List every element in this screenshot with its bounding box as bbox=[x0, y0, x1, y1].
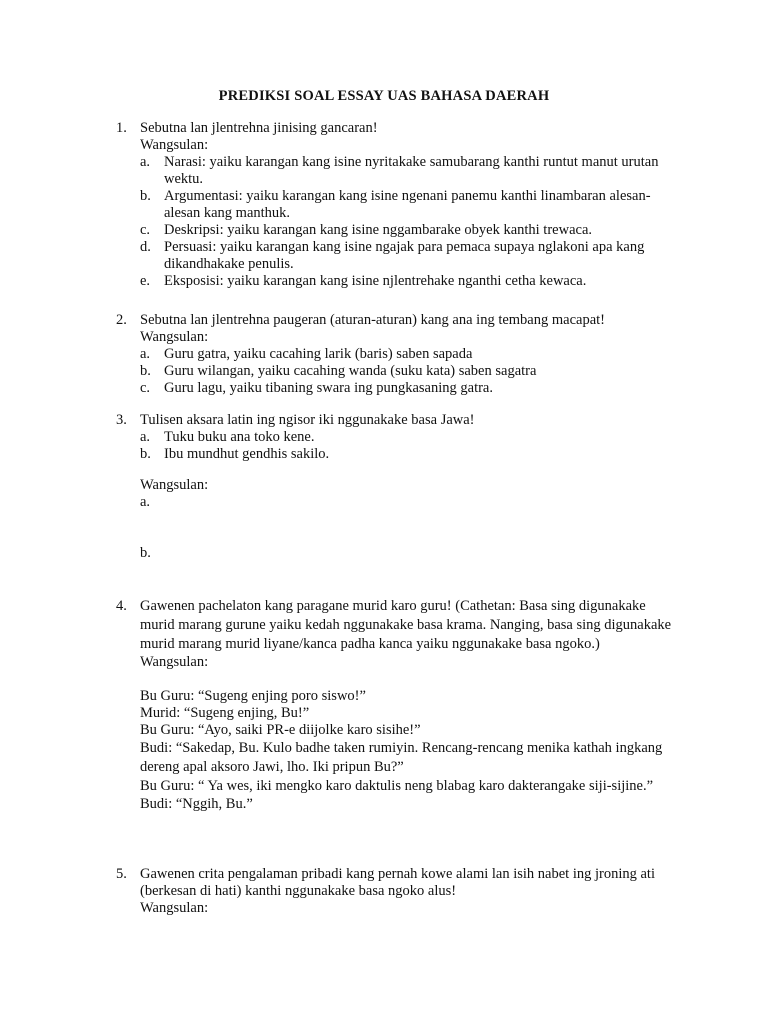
question-3 bbox=[116, 412, 676, 562]
answer-label: Wangsulan: bbox=[140, 900, 209, 916]
dialog-line: Murid: “Sugeng enjing, Bu!” bbox=[140, 705, 310, 721]
question-4 bbox=[116, 597, 676, 813]
dialog-line: Budi: “Sakedap, Bu. Kulo badhe taken rumiyin. Rencang-rencang menika kathah ingkang dereng apal aksoro Jawi, lho. Iki pripun Bu?” bbox=[140, 740, 663, 775]
dialog-line: Bu Guru: “Ayo, saiki PR-e diijolke karo sisihe!” bbox=[140, 722, 421, 738]
answer-option: c. Guru lagu, yaiku tibaning swara ing pungkasaning gatra. bbox=[140, 380, 493, 396]
answer-label: Wangsulan: bbox=[140, 137, 209, 153]
answer-option: d. Persuasi: yaiku karangan kang isine ngajak para pemaca supaya nglakoni apa kang dikandhakake penulis. bbox=[140, 239, 645, 272]
answer-label: Wangsulan: bbox=[140, 654, 209, 670]
answer-b-label: b. bbox=[140, 545, 151, 561]
answer-a-label: a. bbox=[140, 494, 151, 510]
question-text: Sebutna lan jlentrehna jinising gancaran! bbox=[140, 120, 378, 136]
dialog-line: Bu Guru: “Sugeng enjing poro siswo!” bbox=[140, 688, 366, 704]
answer-option: b. Argumentasi: yaiku karangan kang isine ngenani panemu kanthi linambaran alesan-alesan kang manthuk. bbox=[140, 188, 651, 221]
dialog-line: Budi: “Nggih, Bu.” bbox=[140, 796, 253, 812]
question-number: 3. bbox=[116, 412, 127, 428]
answer-option: c. Deskripsi: yaiku karangan kang isine nggambarake obyek kanthi trewaca. bbox=[140, 222, 593, 238]
question-number: 4. bbox=[116, 598, 127, 614]
answer-option: a. Narasi: yaiku karangan kang isine nyritakake samubarang kanthi runtut manut urutan wektu. bbox=[140, 154, 659, 187]
answer-option: a. Guru gatra, yaiku cacahing larik (baris) saben sapada bbox=[140, 346, 473, 362]
answer-label: Wangsulan: bbox=[140, 329, 209, 345]
dialog-line: Bu Guru: “ Ya wes, iki mengko karo daktulis neng blabag karo dakterangake siji-sijine.” bbox=[140, 778, 654, 794]
question-1 bbox=[116, 120, 676, 290]
answer-label: Wangsulan: bbox=[140, 477, 209, 493]
question-text: Gawenen crita pengalaman pribadi kang pernah kowe alami lan isih nabet ing jroning ati (berkesan di hati) kanthi nggunakake basa ngoko alus! bbox=[140, 866, 655, 899]
question-number: 2. bbox=[116, 312, 127, 328]
question-5 bbox=[116, 866, 676, 917]
question-number: 1. bbox=[116, 120, 127, 136]
answer-option: e. Eksposisi: yaiku karangan kang isine njlentrehake nganthi cetha kewaca. bbox=[140, 273, 587, 289]
question-text: Gawenen pachelaton kang paragane murid karo guru! (Cathetan: Basa sing digunakake murid marang gurune yaiku kedah nggunakake basa krama. Nanging, basa sing digunakake murid marang murid liyane/kanca padha kanca yaiku nggunakake basa ngoko.) bbox=[140, 598, 672, 652]
question-number: 5. bbox=[116, 866, 127, 882]
question-text: Tulisen aksara latin ing ngisor iki nggunakake basa Jawa! bbox=[140, 412, 475, 428]
question-item: b. Ibu mundhut gendhis sakilo. bbox=[140, 446, 330, 462]
document-title: PREDIKSI SOAL ESSAY UAS BAHASA DAERAH bbox=[218, 88, 550, 104]
question-text: Sebutna lan jlentrehna paugeran (aturan-aturan) kang ana ing tembang macapat! bbox=[140, 312, 605, 328]
question-item: a. Tuku buku ana toko kene. bbox=[140, 429, 315, 445]
question-2 bbox=[116, 312, 676, 397]
answer-option: b. Guru wilangan, yaiku cacahing wanda (suku kata) saben sagatra bbox=[140, 363, 537, 379]
